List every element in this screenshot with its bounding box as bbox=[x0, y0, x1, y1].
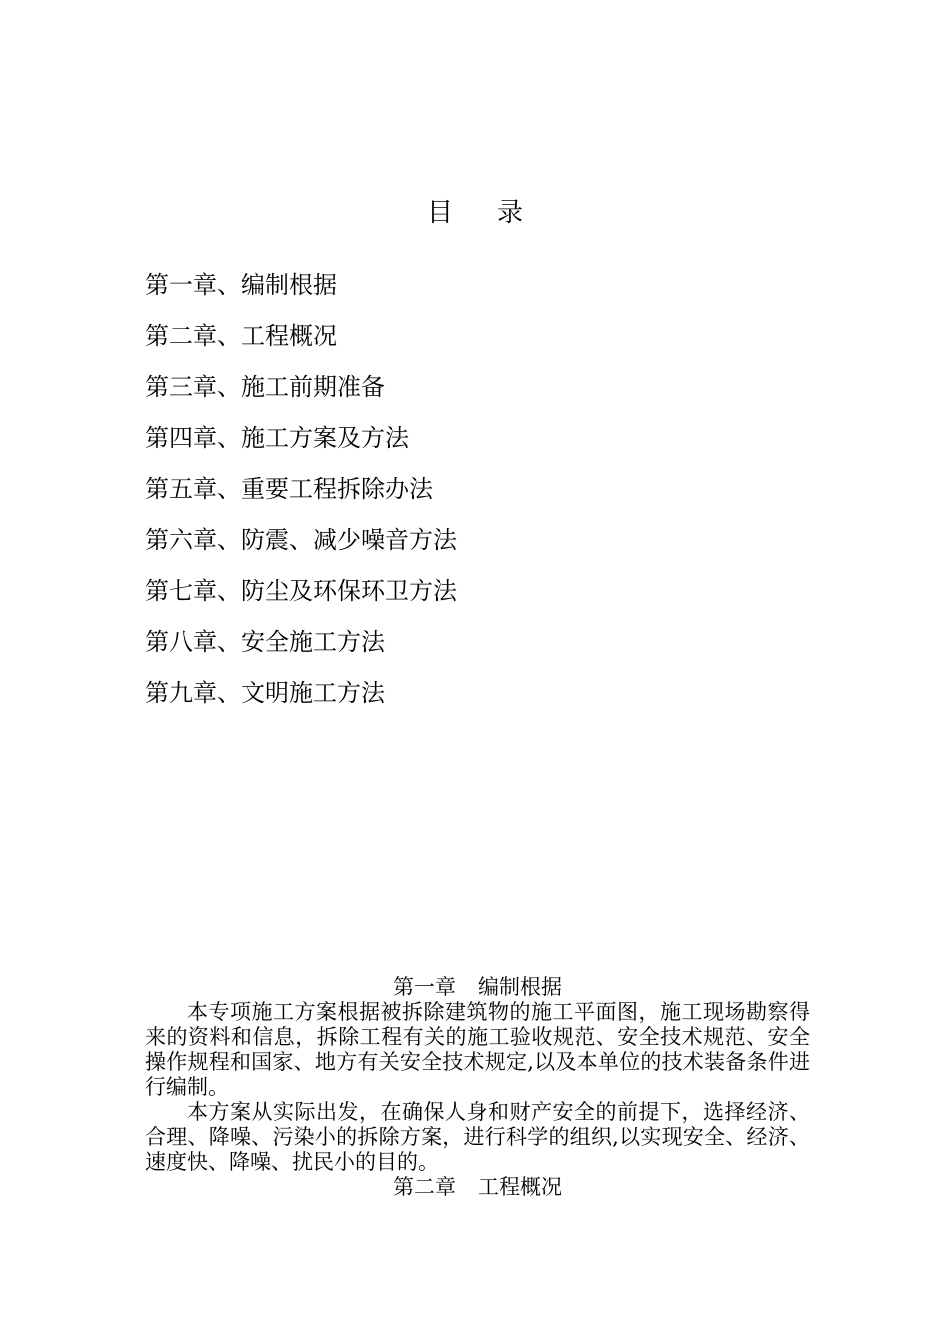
chapter-2-heading bbox=[145, 1175, 810, 1200]
chapter-1-number: 第一章 bbox=[393, 975, 456, 999]
toc-item-chapter-4[interactable]: 第四章、施工方案及方法 bbox=[145, 424, 409, 452]
chapter-2-title: 工程概况 bbox=[478, 1175, 562, 1199]
chapter-1-heading bbox=[145, 975, 810, 1000]
toc-item-chapter-5[interactable]: 第五章、重要工程拆除办法 bbox=[145, 475, 433, 503]
chapter-2-number: 第二章 bbox=[393, 1175, 456, 1199]
toc-item-chapter-8[interactable]: 第八章、安全施工方法 bbox=[145, 628, 385, 656]
chapter-1-paragraph-2: 本方案从实际出发，在确保人身和财产安全的前提下，选择经济、合理、降噪、污染小的拆除方案，进行科学的组织,以实现安全、经济、速度快、降噪、扰民小的目的。 bbox=[145, 1100, 810, 1174]
toc-item-chapter-2[interactable]: 第二章、工程概况 bbox=[145, 322, 337, 350]
toc-item-chapter-3[interactable]: 第三章、施工前期准备 bbox=[145, 373, 385, 401]
toc-title-right: 录 bbox=[497, 198, 524, 228]
toc-list bbox=[145, 265, 457, 724]
toc-item-chapter-9[interactable]: 第九章、文明施工方法 bbox=[145, 679, 385, 707]
toc-item-chapter-1[interactable]: 第一章、编制根据 bbox=[145, 271, 337, 299]
toc-title-left: 目 bbox=[426, 198, 453, 228]
toc-item-chapter-6[interactable]: 第六章、防震、减少噪音方法 bbox=[145, 526, 457, 554]
chapter-1-paragraph-1: 本专项施工方案根据被拆除建筑物的施工平面图，施工现场勘察得来的资料和信息，拆除工程有关的施工验收规范、安全技术规范、安全操作规程和国家、地方有关安全技术规定,以及本单位的技术装备条件进行编制。 bbox=[145, 1000, 810, 1099]
toc-title bbox=[0, 193, 950, 233]
chapter-1-title: 编制根据 bbox=[478, 975, 562, 999]
document-body bbox=[145, 975, 810, 1200]
toc-item-chapter-7[interactable]: 第七章、防尘及环保环卫方法 bbox=[145, 577, 457, 605]
